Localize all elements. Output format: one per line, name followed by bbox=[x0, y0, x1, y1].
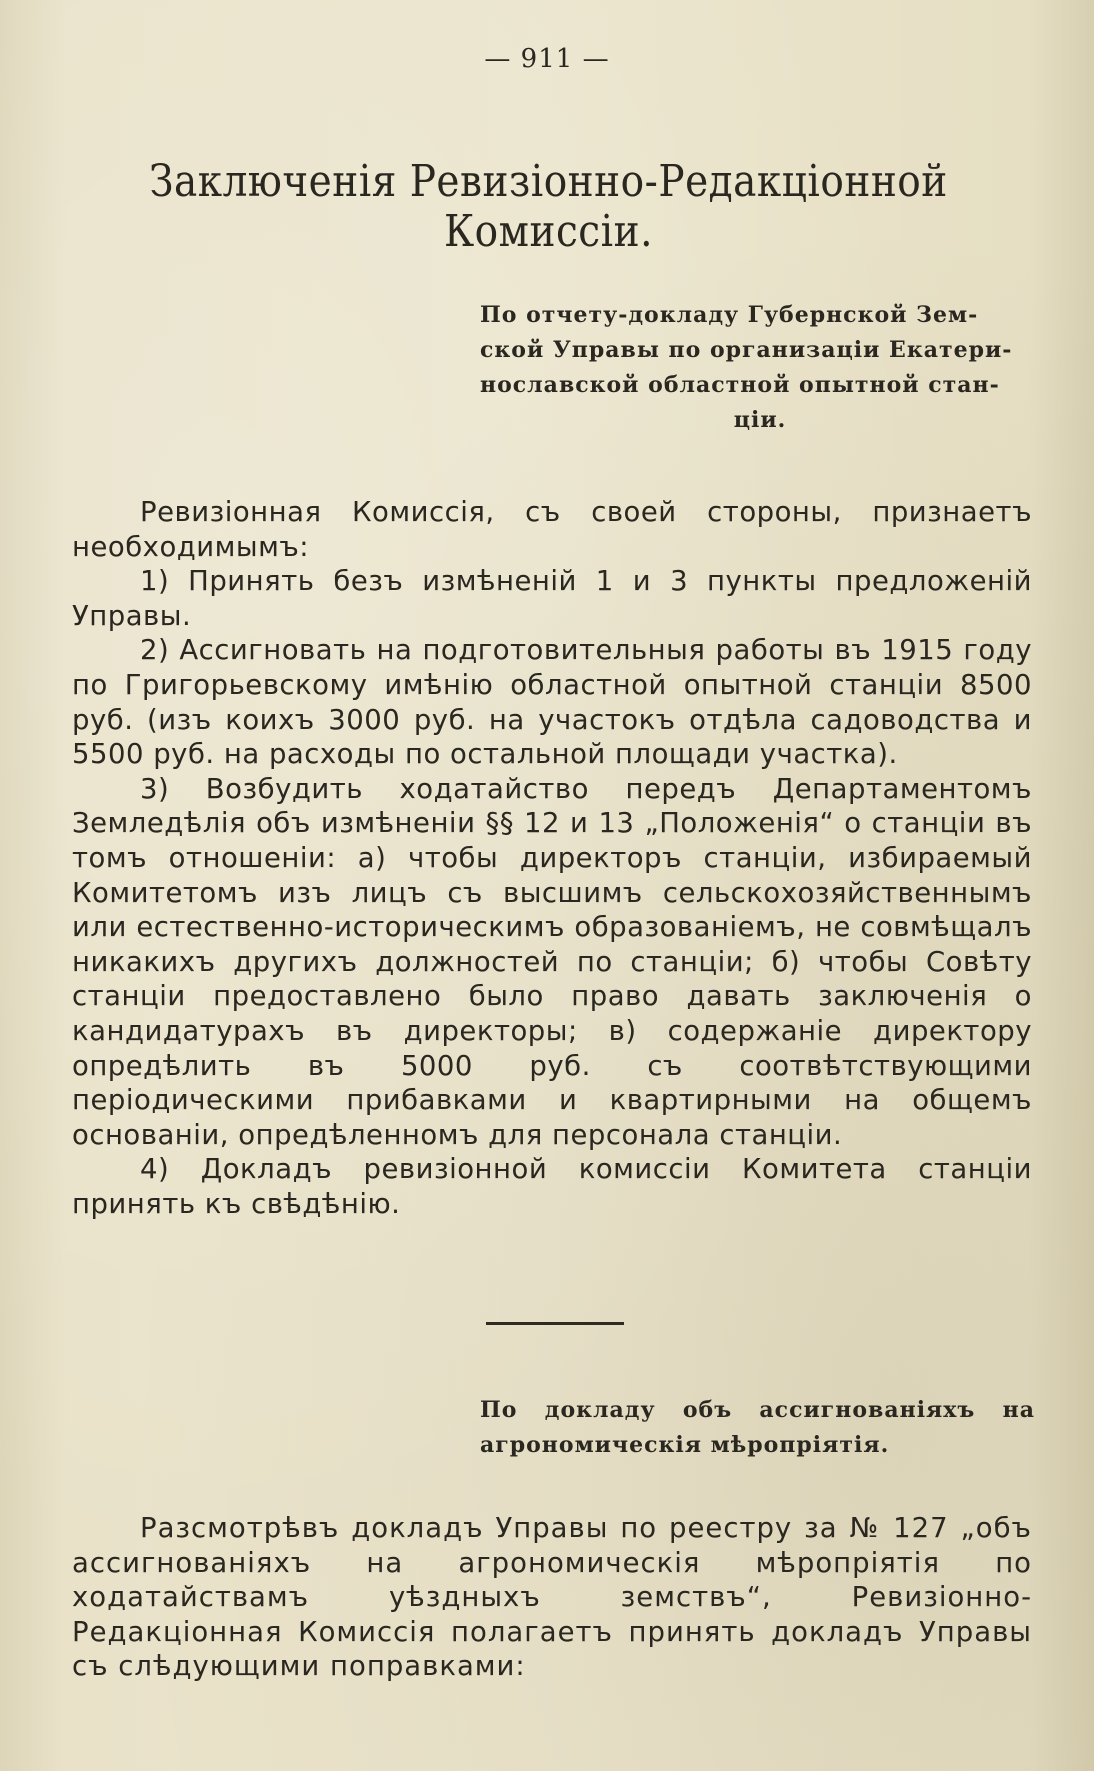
section-1-heading-line: По отчету-докладу Губернской Зем- bbox=[480, 302, 979, 328]
section-1-item-4: 4) Докладъ ревизіонной комиссіи Комитета станціи принять къ свѣдѣнію. bbox=[72, 1153, 1032, 1220]
section-1-heading-line: ской Управы по организаціи Екатери- bbox=[480, 337, 1013, 363]
section-1-item-2: 2) Ассигновать на подготовительныя работы въ 1915 году по Григорьевскому имѣнію областной опытной станціи 8500 руб. (изъ коихъ 3000 руб. на участокъ отдѣла садоводства и 5500 руб. на расходы по остальной площади участка). bbox=[72, 634, 1032, 771]
section-2-paragraph: Разсмотрѣвъ докладъ Управы по реестру за № 127 „объ ассигнованіяхъ на агрономическія мѣропріятія по ходатайствамъ уѣздныхъ земствъ“, Ревизіонно-Редакціонная Комиссія полагаетъ принять докладъ Управы съ слѣдующими поправками: bbox=[72, 1512, 1032, 1683]
section-2-body bbox=[72, 1511, 1032, 1684]
section-2-heading: По докладу объ ассигнованіяхъ на агрономическія мѣропріятія. bbox=[480, 1397, 1035, 1458]
section-1-heading bbox=[480, 298, 1040, 438]
section-1-heading-line: ціи. bbox=[733, 407, 787, 433]
section-1-heading-line: нославской областной опытной стан- bbox=[480, 372, 1000, 398]
section-1-intro: Ревизіонная Комиссія, съ своей стороны, признаетъ необходимымъ: bbox=[72, 496, 1032, 563]
section-1-item-1: 1) Принять безъ измѣненій 1 и 3 пункты предложеній Управы. bbox=[72, 565, 1032, 632]
page-number: — 911 — bbox=[484, 44, 610, 74]
section-divider bbox=[486, 1322, 624, 1325]
page-title: Заключенія Ревизіонно-Редакціонной Комиссіи. bbox=[149, 156, 948, 258]
section-1-item-3: 3) Возбудить ходатайство передъ Департаментомъ Земледѣлія объ измѣненіи §§ 12 и 13 „Положенія“ о станціи въ томъ отношеніи: а) чтобы директоръ станціи, избираемый Комитетомъ изъ лицъ съ высшимъ сельскохозяйственнымъ или естественно-историческимъ образованіемъ, не совмѣщалъ никакихъ другихъ должностей по станціи; б) чтобы Совѣту станціи предоставлено было право давать заключенія о кандидатурахъ въ директоры; в) содержаніе директору опредѣлить въ 5000 руб. съ соотвѣтствующими періодическими прибавками и квартирными на общемъ основаніи, опредѣленномъ для персонала станціи. bbox=[72, 772, 1032, 1151]
section-1-body bbox=[72, 495, 1032, 1221]
